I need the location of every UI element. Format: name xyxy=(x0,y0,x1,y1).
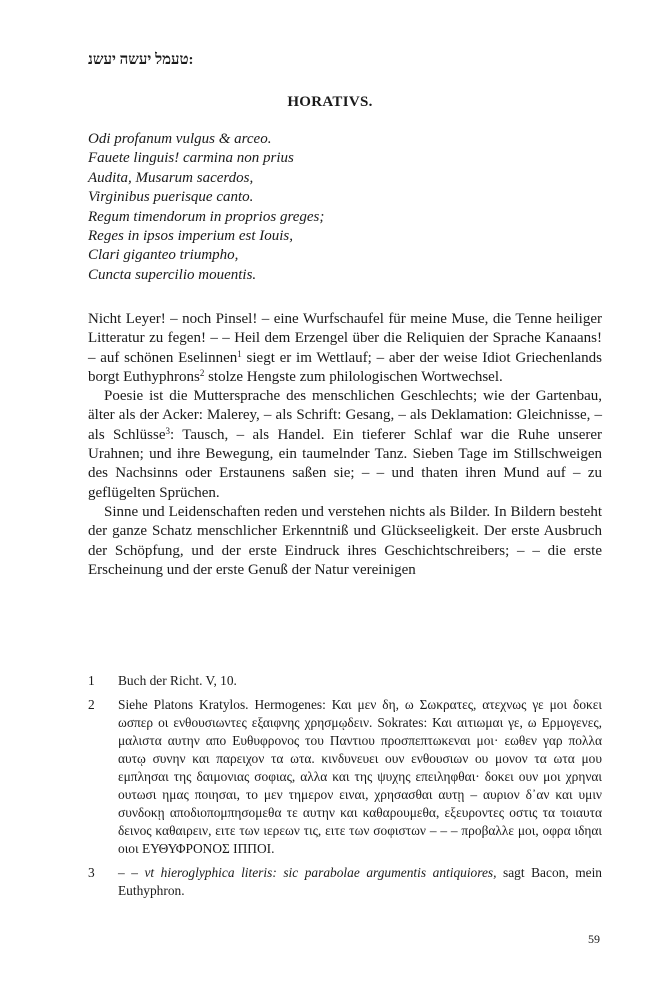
poem-line: Clari giganteo triumpho, xyxy=(88,247,239,264)
footnote-1 xyxy=(88,672,602,690)
poem-line: Odi profanum vulgus & arceo. xyxy=(88,131,272,147)
horace-epigraph xyxy=(88,130,608,285)
poem-line: Audita, Musarum sacerdos, xyxy=(88,169,254,186)
footnote-number: 2 xyxy=(88,697,95,712)
footnote-text: Siehe Platons Kratylos. Hermogenes: Και μεν δη, ω Σωκρατες, ατεχνως γε μοι δοκει ωσπερ οι ενθουσιωντες εξαιφνης χρησμῳδειν. Sokrates: Και αιτιωμαι γε, ω Ερμογενες, μαλιστα αυτην απο Ευθυφρονος του Παντιου προσπεπτωκεναι μοι· εωθεν γαρ πολλα αυτῳ συνην και παρειχον τα ωτα. κινδυνευει ουν ενθουσιων ου μονον τα ωτα μου εμπλησαι της δαιμονιας σοφιας, αλλα και της ψυχης επειληφθαι· δοκει ουν μοι χρηναι ουτωσι ημας ποιησαι, το μεν τημερον ειναι, χρησασθαι αυτῃ – αυριον δ᾽αν και υμιν συνδοκῃ αποδιοπομπησομεθα τε αυτην και καθαρουμεθα, εξευροντες οστις τα τοιαυτα δεινος καθαιρειν, ειτε των ιερεων τις, ειτε των σοφιστων – – – προβαλλε μοι, οφρα ιδηαι οιοι ΕΥΘΥΦΡΟΝΟΣ ΙΠΠΟΙ. xyxy=(118,697,602,856)
footnote-ref-2[interactable]: 2 xyxy=(199,367,205,378)
footnote-3 xyxy=(88,864,602,900)
footnotes xyxy=(88,672,602,906)
footnote-number: 1 xyxy=(88,673,95,688)
paragraph-1: Nicht Leyer! – noch Pinsel! – eine Wurfschaufel für meine Muse, die Tenne heiliger Litteratur zu fegen! – – Heil dem Erzengel über die Reliquien der Sprache Kanaans! – auf schönen Eselinnen$^1$ siegt er im Wettlauf; – aber der weise Idiot Griechenlands borgt Euthyphrons$^2$ stolze Hengste zum philologischen Wortwechsel. xyxy=(88,311,602,385)
poem-line: Virginibus puerisque canto. xyxy=(88,189,254,206)
poem-line: Regum timendorum in proprios greges; xyxy=(88,208,325,225)
footnote-2 xyxy=(88,696,602,858)
footnote-ref-3[interactable]: 3 xyxy=(165,425,171,436)
footnote-text: Buch der Richt. V, 10. xyxy=(118,673,237,688)
running-head-hebrew: :טעמל יעשה יעשנ xyxy=(88,52,194,68)
footnote-ref-1[interactable]: 1 xyxy=(237,348,242,359)
footnote-text: – – vt hieroglyphica literis: sic parabolae argumentis antiquiores, sagt Bacon, mein Euthyphron. xyxy=(118,865,602,898)
poem-line: Reges in ipsos imperium est Iouis, xyxy=(88,228,293,245)
section-title: HORATIVS. xyxy=(287,94,373,110)
body-text xyxy=(88,310,602,580)
poem-line: Cuncta supercilio mouentis. xyxy=(88,266,257,283)
poem-line: Fauete linguis! carmina non prius xyxy=(88,150,294,167)
page-number: 59 xyxy=(588,932,600,946)
paragraph-2: Poesie ist die Muttersprache des menschlichen Geschlechts; wie der Gartenbau, älter als der Acker: Malerey, – als Schrift: Gesang, – als Deklamation: Gleichnisse, – als Schlüsse$^3$: Tausch, – als Handel. Ein tieferer Schlaf war die Ruhe unserer Urahnen; und ihre Bewegung, ein taumelnder Tanz. Sieben Tage im Stillschweigen des Nachsinns oder Erstaunens saßen sie; – – und thaten ihren Mund auf – zu geflügelten Sprüchen. xyxy=(88,388,602,501)
footnote-number: 3 xyxy=(88,865,95,880)
paragraph-3: Sinne und Leidenschaften reden und verstehen nichts als Bilder. In Bildern besteht der ganze Schatz menschlicher Erkenntniß und Glückseeligkeit. Der erste Ausbruch der Schöpfung, und der erste Eindruck ihres Geschichtschreibers; – – die erste Erscheinung und der erste Genuß der Natur vereinigen xyxy=(88,503,602,578)
